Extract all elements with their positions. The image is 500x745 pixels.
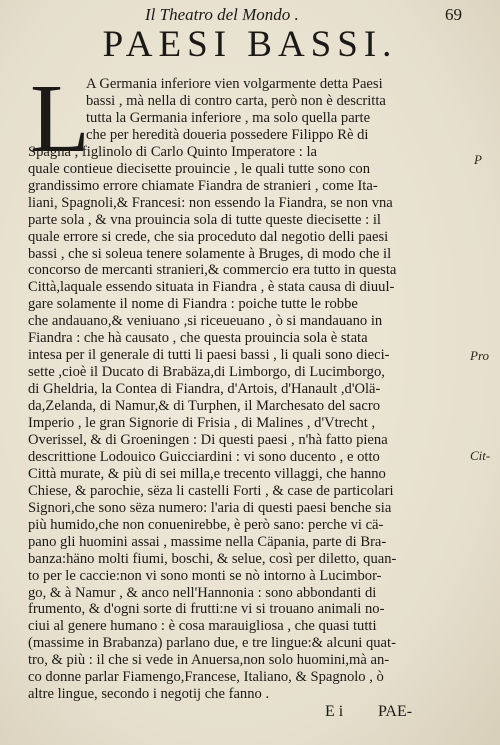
- text-line: frumento, & d'ogni sorte di frutti:ne vi si trouano animali no-: [28, 601, 385, 618]
- drop-cap: L: [30, 65, 90, 173]
- text-line: gare solamente il nome di Fiandra : poiche tutte le robbe: [28, 296, 358, 313]
- text-line: ciui al genere humano : è cosa marauigliosa , che quasi tutti: [28, 618, 377, 635]
- text-line: banza:häno molti fiumi, boschi, & selue, così per diletto, quan-: [28, 550, 397, 567]
- text-line: Imperio , le gran Signorie di Frisia , di Malines , d'Vtrecht ,: [28, 415, 376, 431]
- text-line: concorso de mercanti stranieri,& commercio era tutto in questa: [28, 262, 397, 279]
- section-title: PAESI BASSI.: [102, 24, 398, 65]
- text-line: Fiandra : che hà causato , che questa prouincia sola è stata: [28, 330, 368, 347]
- text-line: (massime in Brabanza) parlano due, e tre lingue:& alcuni quat-: [28, 635, 396, 652]
- text-line: Signori,che sono sëza numero: l'aria di questi paesi benche sia: [28, 499, 392, 516]
- text-line: intesa per il generale di tutti li paesi bassi , li quali sono dieci-: [28, 347, 390, 364]
- text-line: descrittione Lodouico Guicciardini : vi sono ducento , e otto: [28, 448, 380, 465]
- text-line: Overissel, & di Groeningen : Di questi paesi , n'hà fatto piena: [28, 431, 388, 448]
- text-line: che andauano,& veniuano ,si riceueuano , ò si mandauano in: [28, 313, 383, 330]
- text-line: altre lingue, secondo i negotij che fanno .: [28, 686, 270, 703]
- text-line: Città murate, & più di sei milla,e trecento villaggi, che hanno: [28, 465, 386, 482]
- text-line: più humido,che non conuenirebbe, è però sano: perche vi cä-: [28, 516, 384, 533]
- text-line: che per heredità doueria possedere Filippo Rè di: [86, 126, 369, 143]
- text-line: parte sola , & vna prouincia sola di tutte queste diecisette : il: [28, 211, 381, 228]
- page-number: 69: [445, 5, 462, 24]
- text-line: co donne parlar Fiamengo,Francese, Italiano, & Spagnolo , ò: [28, 669, 384, 686]
- text-line: bassi , mà nella di contro carta, però non è descritta: [86, 92, 386, 109]
- catchword: PAE-: [378, 703, 413, 720]
- text-line: di Gheldria, la Contea di Fiandra, d'Artois, d'Hanault ,d'Olä-: [28, 381, 381, 398]
- text-line: tutta la Germania inferiore , ma solo quella parte: [86, 109, 371, 126]
- margin-note: P: [474, 152, 482, 167]
- text-line: Città,laquale essendo situata in Fiandra , è stata causa di diuul-: [28, 279, 395, 296]
- text-line: Chiese, & parochie, sëza li castelli Forti , & case de particolari: [28, 482, 394, 499]
- running-title: Il Theatro del Mondo .: [145, 5, 299, 24]
- text-line: quale errore si crede, che sia proceduto dal negotio delli paesi: [28, 228, 389, 245]
- text-line: bassi , che si soleua tenere solamente à Bruges, di modo che il: [28, 245, 392, 262]
- margin-note: Cit-: [470, 448, 491, 463]
- margin-note: Pro: [470, 348, 490, 363]
- text-line: A Germania inferiore vien volgarmente detta Paesi: [86, 76, 383, 92]
- text-line: sette ,cioè il Ducato di Brabäza,di Limborgo, di Lucimborgo,: [28, 364, 385, 381]
- text-line: da,Zelanda, di Namur,& di Turphen, il Marchesato del sacro: [28, 398, 381, 415]
- text-line: Spagna , figlinolo di Carlo Quinto Imperatore : la: [28, 143, 317, 160]
- signature-mark: E i: [325, 703, 344, 720]
- text-line: tro, & più : il che si vede in Anuersa,non solo huomini,mà an-: [28, 652, 390, 669]
- text-line: quale contieue diecisette prouincie , le quali tutte sono con: [28, 160, 371, 177]
- text-line: go, & à Namur , & anco nell'Hannonia : sono abbondanti di: [28, 584, 377, 601]
- text-line: grandissimo errore chiamate Fiandra de stranieri , come Ita-: [28, 177, 378, 194]
- text-line: pano gli huomini assai , massime nella Cäpania, parte di Bra-: [28, 533, 387, 550]
- text-line: liani, Spagnoli,& Francesi: non essendo la Fiandra, se non vna: [28, 194, 393, 211]
- text-line: to per le caccie:non vi sono monti se nò intorno à Lucimbor-: [28, 567, 382, 584]
